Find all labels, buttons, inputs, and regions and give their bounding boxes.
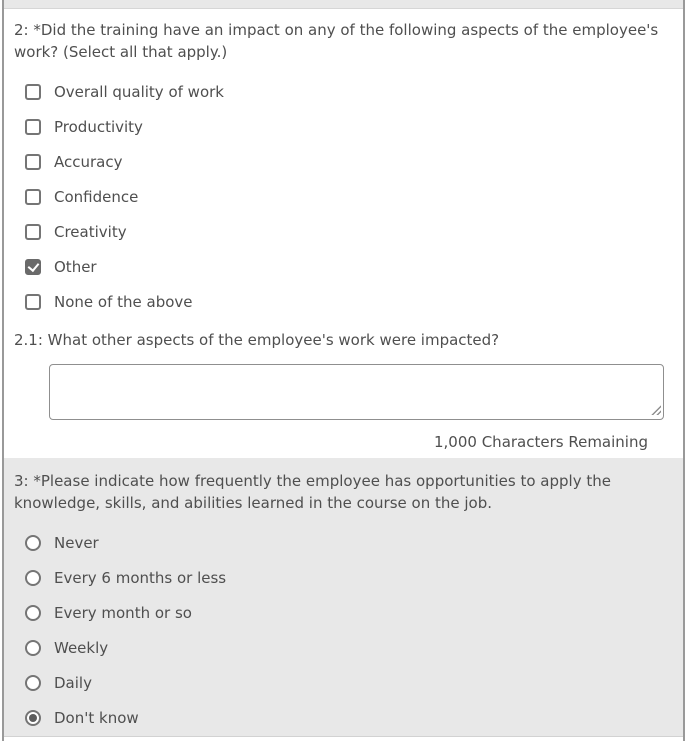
checkbox-label: Overall quality of work <box>54 82 224 101</box>
radio-icon[interactable] <box>25 640 41 656</box>
question-2-1-title: 2.1: What other aspects of the employee's work were impacted? <box>14 331 500 349</box>
checkbox-label: Productivity <box>54 117 143 136</box>
checkbox-icon[interactable] <box>25 119 41 135</box>
checkbox-option-overall-quality[interactable] <box>25 83 677 100</box>
radio-option-every-month[interactable] <box>25 604 677 621</box>
radio-label: Never <box>54 533 99 552</box>
question-3-section <box>4 458 683 737</box>
radio-option-daily[interactable] <box>25 674 677 691</box>
next-section-strip <box>4 737 683 741</box>
radio-option-every-6-months[interactable] <box>25 569 677 586</box>
checkbox-label: Accuracy <box>54 152 123 171</box>
checkbox-icon[interactable] <box>25 84 41 100</box>
question-3-options <box>10 534 677 726</box>
checkbox-checked-icon[interactable] <box>25 259 41 275</box>
radio-icon[interactable] <box>25 605 41 621</box>
radio-label: Daily <box>54 673 92 692</box>
question-3-title: 3: *Please indicate how frequently the employee has opportunities to apply the knowledge, skills, and abilities learned in the course on the job. <box>14 472 611 512</box>
radio-selected-icon[interactable] <box>25 710 41 726</box>
question-2-options <box>10 83 677 310</box>
checkbox-option-productivity[interactable] <box>25 118 677 135</box>
other-aspects-textarea[interactable] <box>49 364 664 420</box>
checkbox-label: Confidence <box>54 187 139 206</box>
checkbox-option-accuracy[interactable] <box>25 153 677 170</box>
checkbox-option-confidence[interactable] <box>25 188 677 205</box>
question-2-section <box>4 9 683 458</box>
radio-icon[interactable] <box>25 570 41 586</box>
previous-section-strip <box>4 0 683 9</box>
checkbox-label: None of the above <box>54 292 193 311</box>
radio-icon[interactable] <box>25 535 41 551</box>
survey-form <box>2 0 685 741</box>
radio-label: Every month or so <box>54 603 192 622</box>
radio-icon[interactable] <box>25 675 41 691</box>
radio-label: Don't know <box>54 708 139 727</box>
checkbox-option-none-of-the-above[interactable] <box>25 293 677 310</box>
textarea-wrapper <box>49 364 664 420</box>
checkbox-icon[interactable] <box>25 294 41 310</box>
radio-option-weekly[interactable] <box>25 639 677 656</box>
checkbox-label: Other <box>54 257 97 276</box>
radio-label: Every 6 months or less <box>54 568 227 587</box>
radio-label: Weekly <box>54 638 109 657</box>
radio-option-never[interactable] <box>25 534 677 551</box>
question-2-title: 2: *Did the training have an impact on any of the following aspects of the employee's work? (Select all that apply.) <box>14 21 659 61</box>
checkbox-option-other[interactable] <box>25 258 677 275</box>
characters-remaining-label: 1,000 Characters Remaining <box>434 433 648 451</box>
checkbox-icon[interactable] <box>25 189 41 205</box>
checkbox-option-creativity[interactable] <box>25 223 677 240</box>
checkbox-icon[interactable] <box>25 224 41 240</box>
checkbox-icon[interactable] <box>25 154 41 170</box>
checkbox-label: Creativity <box>54 222 127 241</box>
radio-option-dont-know[interactable] <box>25 709 677 726</box>
